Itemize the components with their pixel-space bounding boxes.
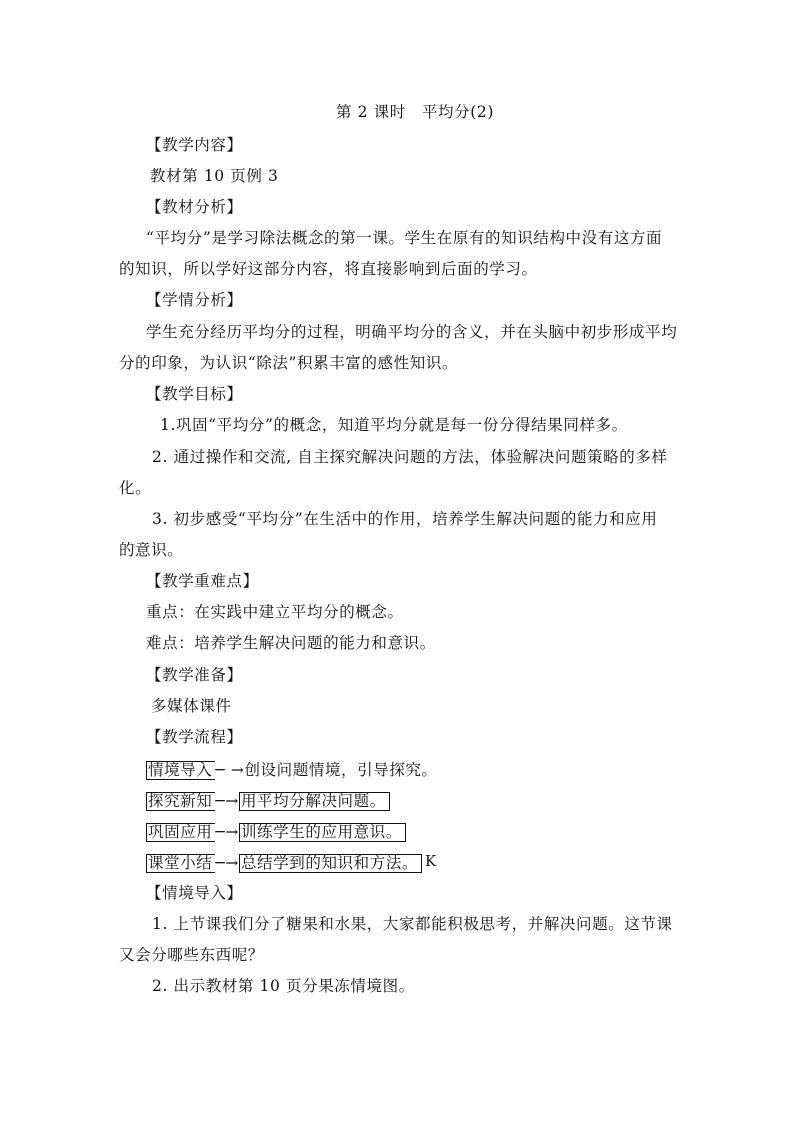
heading-learner-analysis: 【学情分析】 (146, 291, 243, 309)
flow-arrow: ─ → (215, 761, 245, 779)
flow-description: 创设问题情境，引导探究。 (244, 761, 438, 779)
flow-description-box: 总结学到的知识和方法。 (239, 854, 422, 873)
difficult-point: 难点：培养学生解决问题的能力和意识。 (146, 634, 436, 652)
heading-teaching-goals: 【教学目标】 (146, 385, 243, 403)
intro-1-line1: 1. 上节课我们分了糖果和水果，大家都能积极思考，并解决问题。这节课 (152, 915, 673, 933)
material-analysis-line1: “平均分”是学习除法概念的第一课。学生在原有的知识结构中没有这方面 (146, 229, 663, 247)
heading-teaching-flow: 【教学流程】 (146, 728, 243, 746)
intro-1-line2: 又会分哪些东西呢？ (119, 946, 264, 964)
heading-material-analysis: 【教材分析】 (146, 198, 243, 216)
flow-row (146, 853, 437, 873)
key-point: 重点：在实践中建立平均分的概念。 (146, 603, 404, 621)
intro-2: 2. 出示教材第 10 页分果冻情境图。 (152, 977, 415, 995)
teaching-content-text: 教材第 10 页例 3 (150, 167, 279, 185)
goal-3-line1: 3. 初步感受“平均分”在生活中的作用，培养学生解决问题的能力和应用 (152, 510, 658, 528)
goal-1: 1.巩固“平均分”的概念，知道平均分就是每一份分得结果同样多。 (160, 416, 628, 434)
flow-arrow: ─→ (215, 823, 239, 841)
teaching-prep-text: 多媒体课件 (151, 697, 232, 715)
flow-row (146, 822, 406, 842)
flow-arrow: ─→ (215, 792, 239, 810)
material-analysis-line2: 的知识，所以学好这部分内容，将直接影响到后面的学习。 (119, 260, 538, 278)
flow-description-box: 训练学生的应用意识。 (239, 823, 406, 842)
flow-row (146, 760, 438, 780)
flow-row (146, 791, 390, 811)
heading-situation-intro: 【情境导入】 (146, 884, 243, 902)
flow-mark: K (425, 852, 437, 870)
goal-2-line2: 化。 (119, 479, 152, 497)
goal-3-line2: 的意识。 (119, 541, 184, 559)
flow-stage-box: 巩固应用 (146, 823, 215, 842)
heading-teaching-prep: 【教学准备】 (146, 666, 243, 684)
flow-stage-box: 课堂小结 (146, 854, 215, 873)
flow-stage-box: 情境导入 (146, 761, 215, 780)
goal-2-line1: 2. 通过操作和交流, 自主探究解决问题的方法，体验解决问题策略的多样 (152, 448, 668, 466)
page-title: 第 2 课时 平均分(2) (336, 103, 494, 121)
learner-analysis-line1: 学生充分经历平均分的过程，明确平均分的含义，并在头脑中初步形成平均 (146, 323, 678, 341)
flow-stage-box: 探究新知 (146, 792, 215, 811)
heading-teaching-content: 【教学内容】 (146, 136, 243, 154)
learner-analysis-line2: 分的印象，为认识“除法”积累丰富的感性知识。 (119, 354, 459, 372)
flow-description-box: 用平均分解决问题。 (239, 792, 390, 811)
flow-arrow: ─→ (215, 854, 239, 872)
heading-key-difficult-points: 【教学重难点】 (146, 572, 259, 590)
